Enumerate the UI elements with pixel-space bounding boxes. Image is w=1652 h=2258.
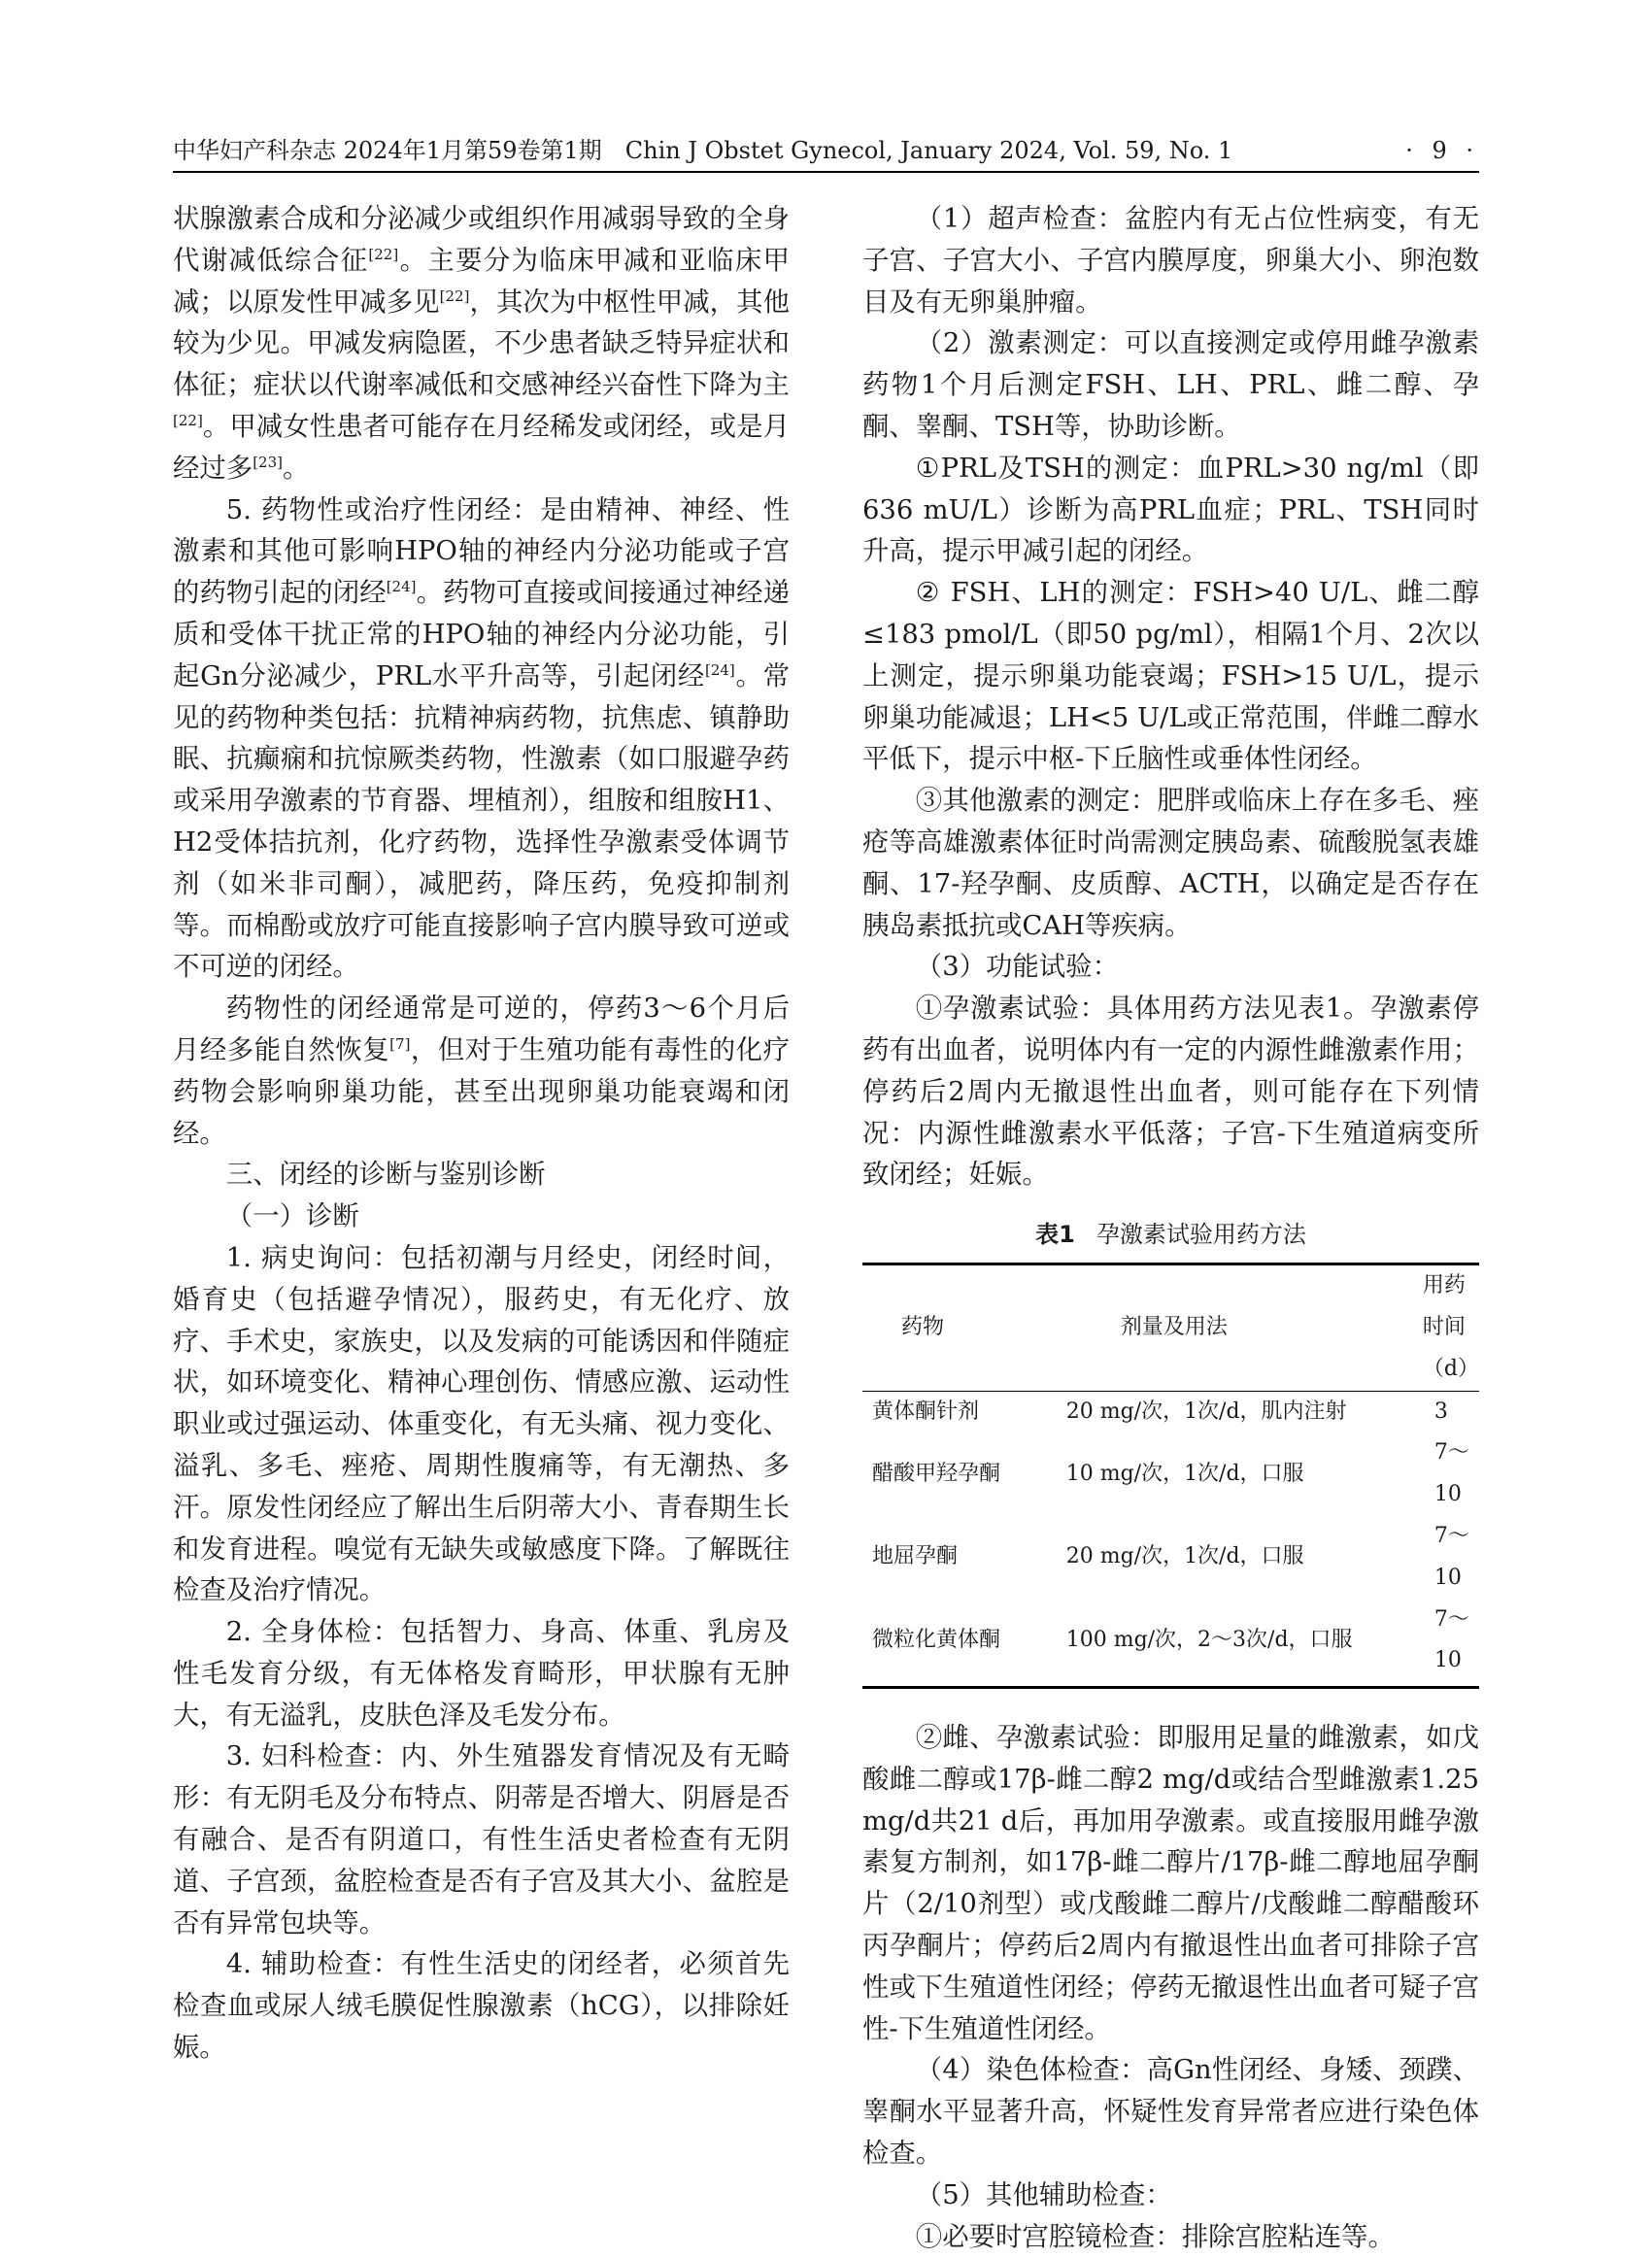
citation: [22] (439, 286, 470, 305)
paragraph-other-aux: （5）其他辅助检查： (915, 2179, 1172, 2210)
paragraph-aux-exam: 4. 辅助检查：有性生活史的闭经者，必须首先检查血或尿人绒毛膜促性腺激素（hCG），以排除妊娠。 (173, 1949, 790, 2064)
left-column (173, 199, 790, 2070)
table-label: 表1 (1035, 1221, 1075, 1249)
journal-citation: 中华妇产科杂志 2024年1月第59卷第1期 Chin J Obstet Gynecol, January 2024, Vol. 59, No. 1 (173, 137, 1233, 164)
paragraph-gyn-exam: 3. 妇科检查：内、外生殖器发育情况及有无畸形：有无阴毛及分布特点、阴蒂是否增大、阴唇是否有融合、是否有阴道口，有性生活史者检查有无阴道、子宫颈，盆腔检查是否有子宫及其大小、盆腔是否有异常包块等。 (173, 1741, 790, 1938)
paragraph-hypothyroid: 状腺激素合成和分泌减少或组织作用减弱导致的全身代谢减低综合征[22]。主要分为临床甲减和亚临床甲减；以原发性甲减多见[22]，其次为中枢性甲减，其他较为少见。甲减发病隐匿，不少患者缺乏特异症状和体征；症状以代谢率减低和交感神经兴奋性下降为主[22]。甲减女性患者可能存在月经稀发或闭经，或是月经过多[23]。 (173, 204, 790, 484)
table-row (862, 1600, 1479, 1688)
table-cell-drug: 醋酸甲羟孕酮 (872, 1461, 1001, 1486)
paragraph-drug-amenorrhea: 5. 药物性或治疗性闭经：是由精神、神经、性激素和其他可影响HPO轴的神经内分泌功能或子宫的药物引起的闭经[24]。药物可直接或间接通过神经递质和受体干扰正常的HPO轴的神经内分泌功能，引起Gn分泌减少，PRL水平升高等，引起闭经[24]。常见的药物种类包括：抗精神病药物，抗焦虑、镇静助眠、抗癫痫和抗惊厥类药物，性激素（如口服避孕药或采用孕激素的节育器、埋植剂），组胺和组胺H1、H2受体拮抗剂，化疗药物，选择性孕激素受体调节剂（如米非司酮），减肥药，降压药，免疫抑制剂等。而棉酚或放疗可能直接影响子宫内膜导致可逆或不可逆的闭经。 (173, 494, 790, 983)
table-row (862, 1391, 1479, 1432)
paragraph-hysteroscopy: ①必要时宫腔镜检查：排除宫腔粘连等。 (915, 2221, 1395, 2252)
table-header-cell: 剂量及用法 (1053, 1264, 1386, 1391)
paragraph-fsh-lh: ② FSH、LH的测定：FSH>40 U/L、雌二醇≤183 pmol/L（即50 pg/ml），相隔1个月、2次以上测定，提示卵巢功能衰竭；FSH>15 U/L，提示卵巢功能减退；LH<5 U/L或正常范围，伴雌二醇水平低下，提示中枢-下丘脑性或垂体性闭经。 (862, 578, 1479, 775)
table-cell-drug: 微粒化黄体酮 (862, 1600, 1053, 1688)
paragraph-hormone-test: （2）激素测定：可以直接测定或停用雌孕激素药物1个月后测定FSH、LH、PRL、雌二醇、孕酮、睾酮、TSH等，协助诊断。 (862, 328, 1479, 442)
table-row (862, 1516, 1479, 1600)
paragraph-progestin-test: ①孕激素试验：具体用药方法见表1。孕激素停药有出血者，说明体内有一定的内源性雌激素作用；停药后2周内无撤退性出血者，则可能存在下列情况：内源性雌激素水平低落；子宫-下生殖道病变所致闭经；妊娠。 (862, 994, 1479, 1191)
progestin-table (862, 1263, 1479, 1689)
header-rule (173, 171, 1479, 173)
citation: [23] (253, 453, 283, 471)
table-title: 孕激素试验用药方法 (1096, 1221, 1306, 1249)
paragraph-function-tests: （3）功能试验： (915, 952, 1119, 983)
page-number: · 9 · (1405, 137, 1479, 164)
table-cell-days: 7～10 (1433, 1523, 1469, 1590)
paragraph-prl-tsh: ①PRL及TSH的测定：血PRL>30 ng/ml（即636 mU/L）诊断为高PRL血症；PRL、TSH同时升高，提示甲减引起的闭经。 (862, 453, 1479, 567)
paragraph-other-hormones: ③其他激素的测定：肥胖或临床上存在多毛、痤疮等高雄激素体征时尚需测定胰岛素、硫酸脱氢表雄酮、17-羟孕酮、皮质醇、ACTH，以确定是否存在胰岛素抵抗或CAH等疾病。 (862, 786, 1479, 941)
table-cell-days: 7～10 (1386, 1600, 1479, 1688)
table-cell-dose: 20 mg/次，1次/d，肌内注射 (1065, 1399, 1347, 1424)
subsection-heading: （一）诊断 (225, 1201, 359, 1232)
table-cell-dose: 100 mg/次，2～3次/d，口服 (1053, 1600, 1386, 1688)
citation: [22] (173, 411, 203, 429)
paragraph-chromosome: （4）染色体检查：高Gn性闭经、身矮、颈蹼、睾酮水平显著升高，怀疑性发育异常者应进行染色体检查。 (862, 2055, 1479, 2170)
table-header-cell: 药物 (862, 1264, 1053, 1391)
paragraph-ultrasound: （1）超声检查：盆腔内有无占位性病变，有无子宫、子宫大小、子宫内膜厚度，卵巢大小、卵泡数目及有无卵巢肿瘤。 (862, 204, 1479, 318)
right-column (862, 199, 1479, 2258)
table-cell-drug: 黄体酮针剂 (872, 1399, 980, 1424)
table-row (862, 1432, 1479, 1516)
table-cell-days: 7～10 (1433, 1440, 1469, 1507)
table-cell-dose: 10 mg/次，1次/d，口服 (1065, 1461, 1304, 1486)
table-header-row (862, 1264, 1479, 1391)
citation: [24] (704, 660, 735, 679)
paragraph-history: 1. 病史询问：包括初潮与月经史，闭经时间，婚育史（包括避孕情况），服药史，有无化疗、放疗、手术史，家族史，以及发病的可能诱因和伴随症状，如环境变化、精神心理创伤、情感应激、运动性职业或过强运动、体重变化，有无头痛、视力变化、溢乳、多毛、痤疮、周期性腹痛等，有无潮热、多汗。原发性闭经应了解出生后阴蒂大小、青春期生长和发育进程。嗅觉有无缺失或敏感度下降。了解既往检查及治疗情况。 (173, 1242, 790, 1606)
section-heading: 三、闭经的诊断与鉴别诊断 (225, 1160, 546, 1191)
table-cell-days: 3 (1433, 1399, 1448, 1424)
paragraph-estrogen-progestin-test: ②雌、孕激素试验：即服用足量的雌激素，如戊酸雌二醇或17β-雌二醇2 mg/d或结合型雌激素1.25 mg/d共21 d后，再加用孕激素。或直接服用雌孕激素复方制剂，如17β-雌二醇片/17β-雌二醇地屈孕酮片（2/10剂型）或戊酸雌二醇片/戊酸雌二醇醋酸环丙孕酮片；停药后2周内有撤退性出血者可排除子宫性或下生殖道性闭经；停药无撤退性出血者可疑子宫性-下生殖道性闭经。 (862, 1723, 1479, 2044)
paragraph-drug-reversible: 药物性的闭经通常是可逆的，停药3～6个月后月经多能自然恢复[7]，但对于生殖功能有毒性的化疗药物会影响卵巢功能，甚至出现卵巢功能衰竭和闭经。 (173, 994, 790, 1149)
table-header-cell: 用药时间（d） (1386, 1264, 1479, 1391)
paragraph-physical-exam: 2. 全身体检：包括智力、身高、体重、乳房及性毛发育分级，有无体格发育畸形，甲状腺有无肿大，有无溢乳，皮肤色泽及毛发分布。 (173, 1617, 790, 1731)
citation: [7] (389, 1034, 411, 1053)
table-cell-drug: 地屈孕酮 (872, 1544, 959, 1569)
citation: [22] (368, 245, 399, 263)
table-caption (862, 1218, 1479, 1251)
running-header (173, 134, 1479, 167)
citation: [24] (386, 578, 417, 596)
table-cell-dose: 20 mg/次，1次/d，口服 (1065, 1544, 1304, 1569)
